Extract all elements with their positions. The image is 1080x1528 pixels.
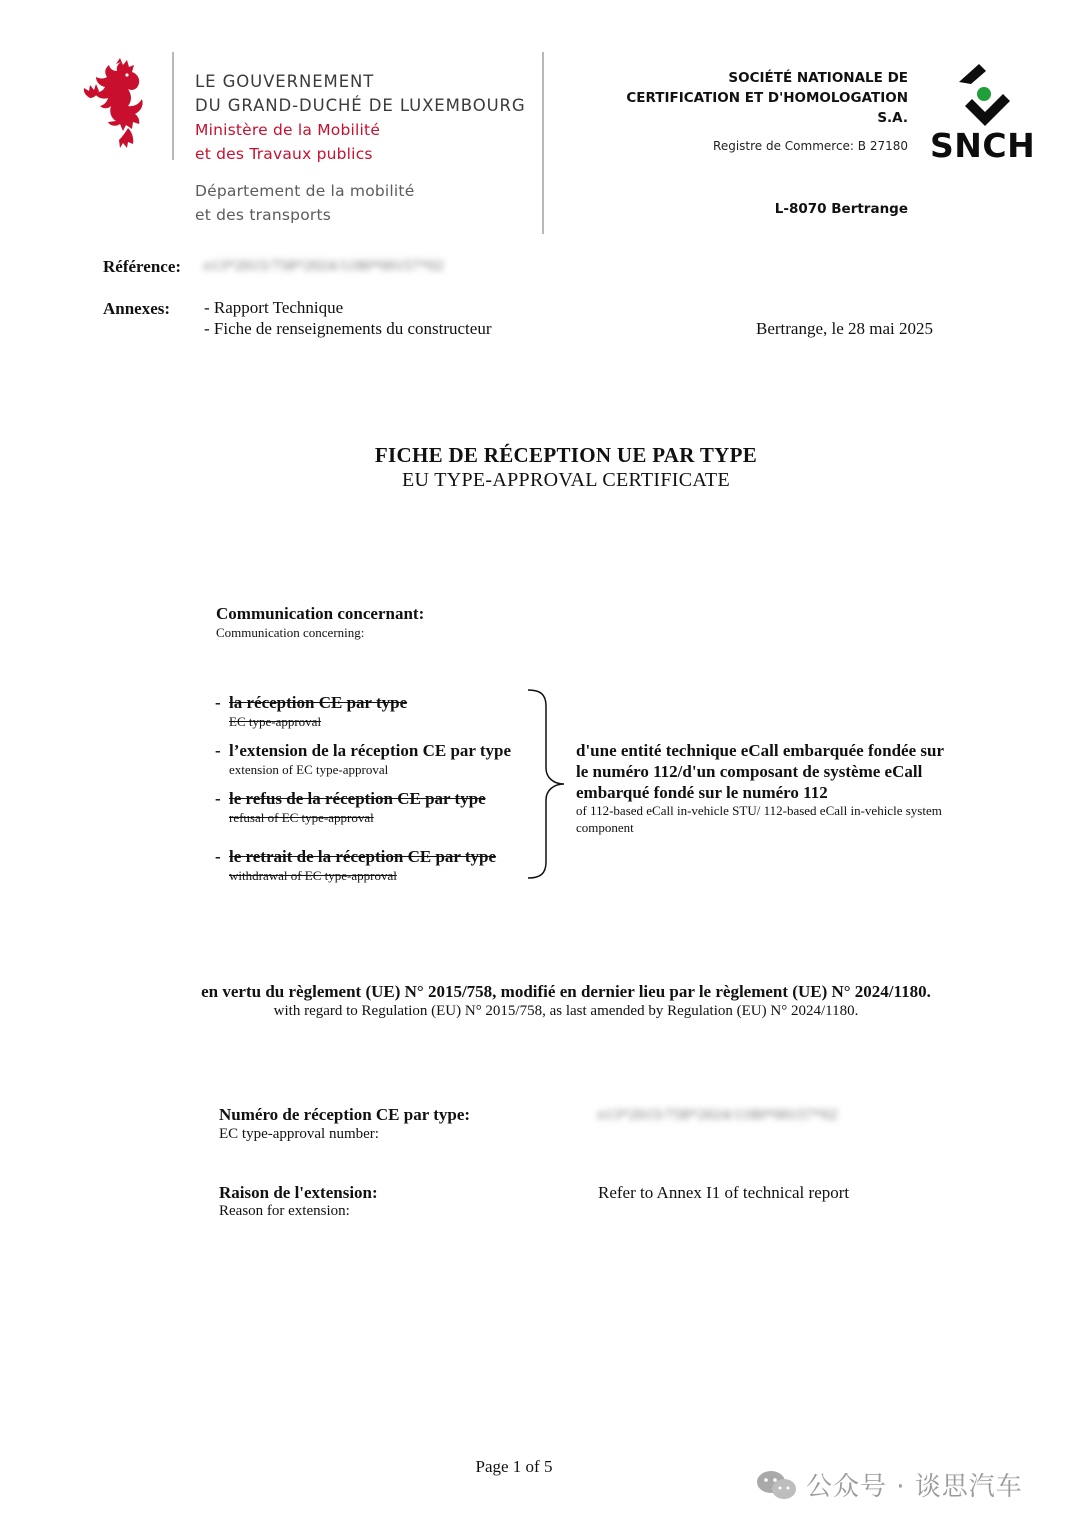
- approval-number-label-fr: Numéro de réception CE par type:: [219, 1105, 471, 1124]
- option-ec-type-approval-fr: la réception CE par type: [229, 693, 408, 712]
- list-dash: -: [215, 693, 221, 712]
- snch-name-line1: SOCIÉTÉ NATIONALE DE: [728, 70, 908, 86]
- snch-registry: Registre de Commerce: B 27180: [713, 139, 908, 153]
- approval-number-label-en: EC type-approval number:: [219, 1126, 379, 1142]
- annex-item: - Rapport Technique: [204, 298, 344, 317]
- document-title-en: EU TYPE-APPROVAL CERTIFICATE: [402, 469, 730, 491]
- snch-name-line3: S.A.: [877, 110, 908, 126]
- regulation-fr: en vertu du règlement (UE) N° 2015/758, modifié en dernier lieu par le règlement (UE) N° 2024/1180.: [201, 982, 931, 1001]
- government-name-line1: LE GOUVERNEMENT: [195, 72, 375, 91]
- snch-address: L-8070 Bertrange: [774, 201, 908, 217]
- curly-brace-icon: [524, 686, 570, 882]
- header-divider: [542, 52, 544, 234]
- subject-fr-line2: le numéro 112/d'un composant de système eCall: [576, 762, 923, 781]
- subject-en-line1: of 112-based eCall in-vehicle STU/ 112-based eCall in-vehicle system: [576, 803, 942, 818]
- wechat-icon: [756, 1468, 798, 1502]
- list-dash: -: [215, 847, 221, 866]
- snch-logo-text: SNCH: [930, 126, 1036, 165]
- extension-reason-value: Refer to Annex I1 of technical report: [598, 1183, 850, 1202]
- ministry-name-line2: et des Travaux publics: [195, 145, 373, 163]
- option-extension-en: extension of EC type-approval: [229, 762, 389, 777]
- luxembourg-red-lion-icon: [80, 58, 154, 152]
- approval-number-value-blurred: e13*2015/758*2024/1180*00157*02: [598, 1107, 838, 1123]
- subject-fr-line3: embarqué fondé sur le numéro 112: [576, 783, 828, 802]
- option-withdrawal-en: withdrawal of EC type-approval: [229, 868, 397, 883]
- watermark-text: 公众号 · 谈思汽车: [806, 1472, 1023, 1502]
- ministry-name-line1: Ministère de la Mobilité: [195, 121, 381, 139]
- option-extension-fr: l’extension de la réception CE par type: [229, 741, 512, 760]
- annexes-label: Annexes:: [103, 299, 171, 318]
- snch-name-line2: CERTIFICATION ET D'HOMOLOGATION: [626, 90, 908, 106]
- extension-reason-label-fr: Raison de l'extension:: [219, 1183, 378, 1202]
- reference-label: Référence:: [103, 257, 182, 276]
- department-name-line1: Département de la mobilité: [195, 182, 415, 200]
- government-name-line2: DU GRAND-DUCHÉ DE LUXEMBOURG: [195, 96, 526, 115]
- option-withdrawal-fr: le retrait de la réception CE par type: [229, 847, 497, 866]
- department-name-line2: et des transports: [195, 206, 332, 224]
- snch-logo-icon: [955, 60, 1013, 128]
- document-title-fr: FICHE DE RÉCEPTION UE PAR TYPE: [374, 443, 758, 467]
- reference-value-blurred: e13*2015/758*2024/1180*00157*02: [204, 258, 444, 274]
- place-date: Bertrange, le 28 mai 2025: [756, 319, 934, 338]
- communication-label-en: Communication concerning:: [216, 625, 365, 640]
- list-dash: -: [215, 741, 221, 760]
- extension-reason-label-en: Reason for extension:: [219, 1203, 350, 1219]
- list-dash: -: [215, 789, 221, 808]
- option-refusal-en: refusal of EC type-approval: [229, 810, 374, 825]
- subject-en-line2: component: [576, 820, 634, 835]
- regulation-en: with regard to Regulation (EU) N° 2015/758, as last amended by Regulation (EU) N° 2024/1180.: [273, 1003, 859, 1019]
- option-refusal-fr: le refus de la réception CE par type: [229, 789, 486, 808]
- header-divider: [172, 52, 174, 160]
- annex-item: - Fiche de renseignements du constructeur: [204, 319, 492, 338]
- page-number: Page 1 of 5: [475, 1457, 553, 1476]
- communication-label-fr: Communication concernant:: [216, 604, 425, 623]
- subject-fr-line1: d'une entité technique eCall embarquée fondée sur: [576, 741, 945, 760]
- option-ec-type-approval-en: EC type-approval: [229, 714, 322, 729]
